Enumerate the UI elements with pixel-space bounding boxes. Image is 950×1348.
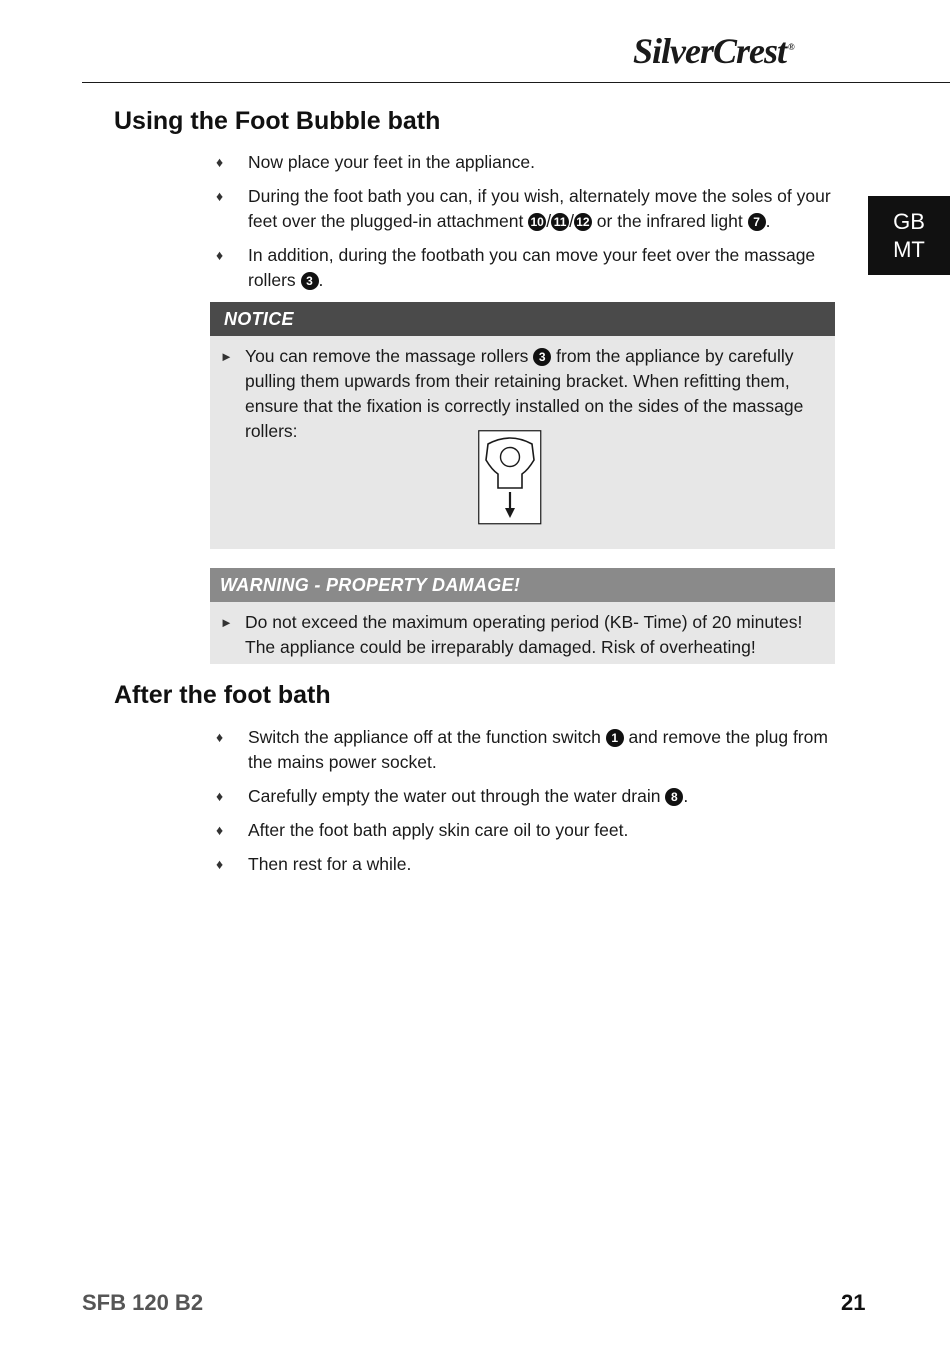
part-number-badge: 8 [665, 788, 683, 806]
diamond-bullet-icon: ♦ [216, 247, 224, 263]
list-item [210, 243, 835, 293]
bullet-text: In addition, during the footbath you can move your feet over the massage rollers [248, 245, 816, 290]
part-number-badge: 7 [748, 213, 766, 231]
list-item [210, 784, 835, 809]
language-code-mt: MT [893, 236, 925, 262]
part-number-badge: 3 [533, 348, 551, 366]
language-code-gb: GB [893, 208, 925, 234]
diamond-bullet-icon: ♦ [216, 822, 224, 838]
warning-body [210, 602, 835, 666]
list-item [210, 818, 835, 843]
language-tab [868, 196, 950, 275]
diamond-bullet-icon: ♦ [216, 856, 224, 872]
part-number-badge: 10 [528, 213, 546, 231]
page-number: 21 [841, 1290, 866, 1315]
warning-box [210, 568, 835, 664]
list-item [210, 725, 835, 775]
part-number-badge: 1 [606, 729, 624, 747]
bullet-text: and remove the plug from the mains power socket. [248, 727, 828, 772]
registered-mark: ® [788, 42, 794, 52]
notice-text: from the appliance by carefully pulling them upwards from their retaining bracket. When refitting them, ensure that the fixation is correctly installed on the sides of the massage rollers: [245, 346, 804, 441]
section-title-using: Using the Foot Bubble bath [114, 107, 441, 135]
arrow-bullet-icon: ► [220, 615, 233, 630]
header-divider [82, 82, 950, 83]
logo-text: SilverCrest [633, 31, 787, 71]
section-title-after: After the foot bath [114, 681, 331, 709]
diamond-bullet-icon: ♦ [216, 154, 224, 170]
bullet-text: After the foot bath apply skin care oil to your feet. [248, 820, 629, 840]
bullet-text: Carefully empty the water out through the water drain [248, 786, 666, 806]
bullet-text: Switch the appliance off at the function switch [248, 727, 606, 747]
retaining-bracket-illustration [478, 430, 542, 525]
bullet-text: . [683, 786, 689, 806]
bullet-text: . [765, 211, 771, 231]
bullet-text: During the foot bath you can, if you wish, alternately move the soles of your feet over the plugged-in attachment [248, 186, 831, 231]
warning-text: Do not exceed the maximum operating period (KB- Time) of 20 minutes! The appliance could be irreparably damaged. Risk of overheating! [245, 612, 803, 657]
diamond-bullet-icon: ♦ [216, 188, 224, 204]
bullet-text: . [318, 270, 324, 290]
arrow-bullet-icon: ► [220, 349, 233, 364]
silvercrest-logo [633, 33, 794, 69]
using-bullet-list [210, 150, 835, 302]
list-item [210, 150, 835, 175]
diamond-bullet-icon: ♦ [216, 788, 224, 804]
footer-model-number: SFB 120 B2 [82, 1290, 204, 1315]
bullet-text: Now place your feet in the appliance. [248, 152, 535, 172]
separator: / [569, 211, 574, 231]
bullet-text: Then rest for a while. [248, 854, 412, 874]
separator: / [546, 211, 552, 231]
list-item [210, 852, 835, 877]
notice-heading: NOTICE [210, 302, 835, 336]
diamond-bullet-icon: ♦ [216, 729, 224, 745]
bullet-text: or the infrared light [591, 211, 748, 231]
part-number-badge: 11 [551, 213, 569, 231]
part-number-badge: 3 [301, 272, 319, 290]
notice-text: You can remove the massage rollers [245, 346, 534, 366]
notice-box [210, 302, 835, 549]
warning-heading: WARNING - PROPERTY DAMAGE! [210, 568, 835, 602]
after-bullet-list [210, 725, 835, 886]
list-item [210, 184, 835, 234]
part-number-badge: 12 [574, 213, 592, 231]
